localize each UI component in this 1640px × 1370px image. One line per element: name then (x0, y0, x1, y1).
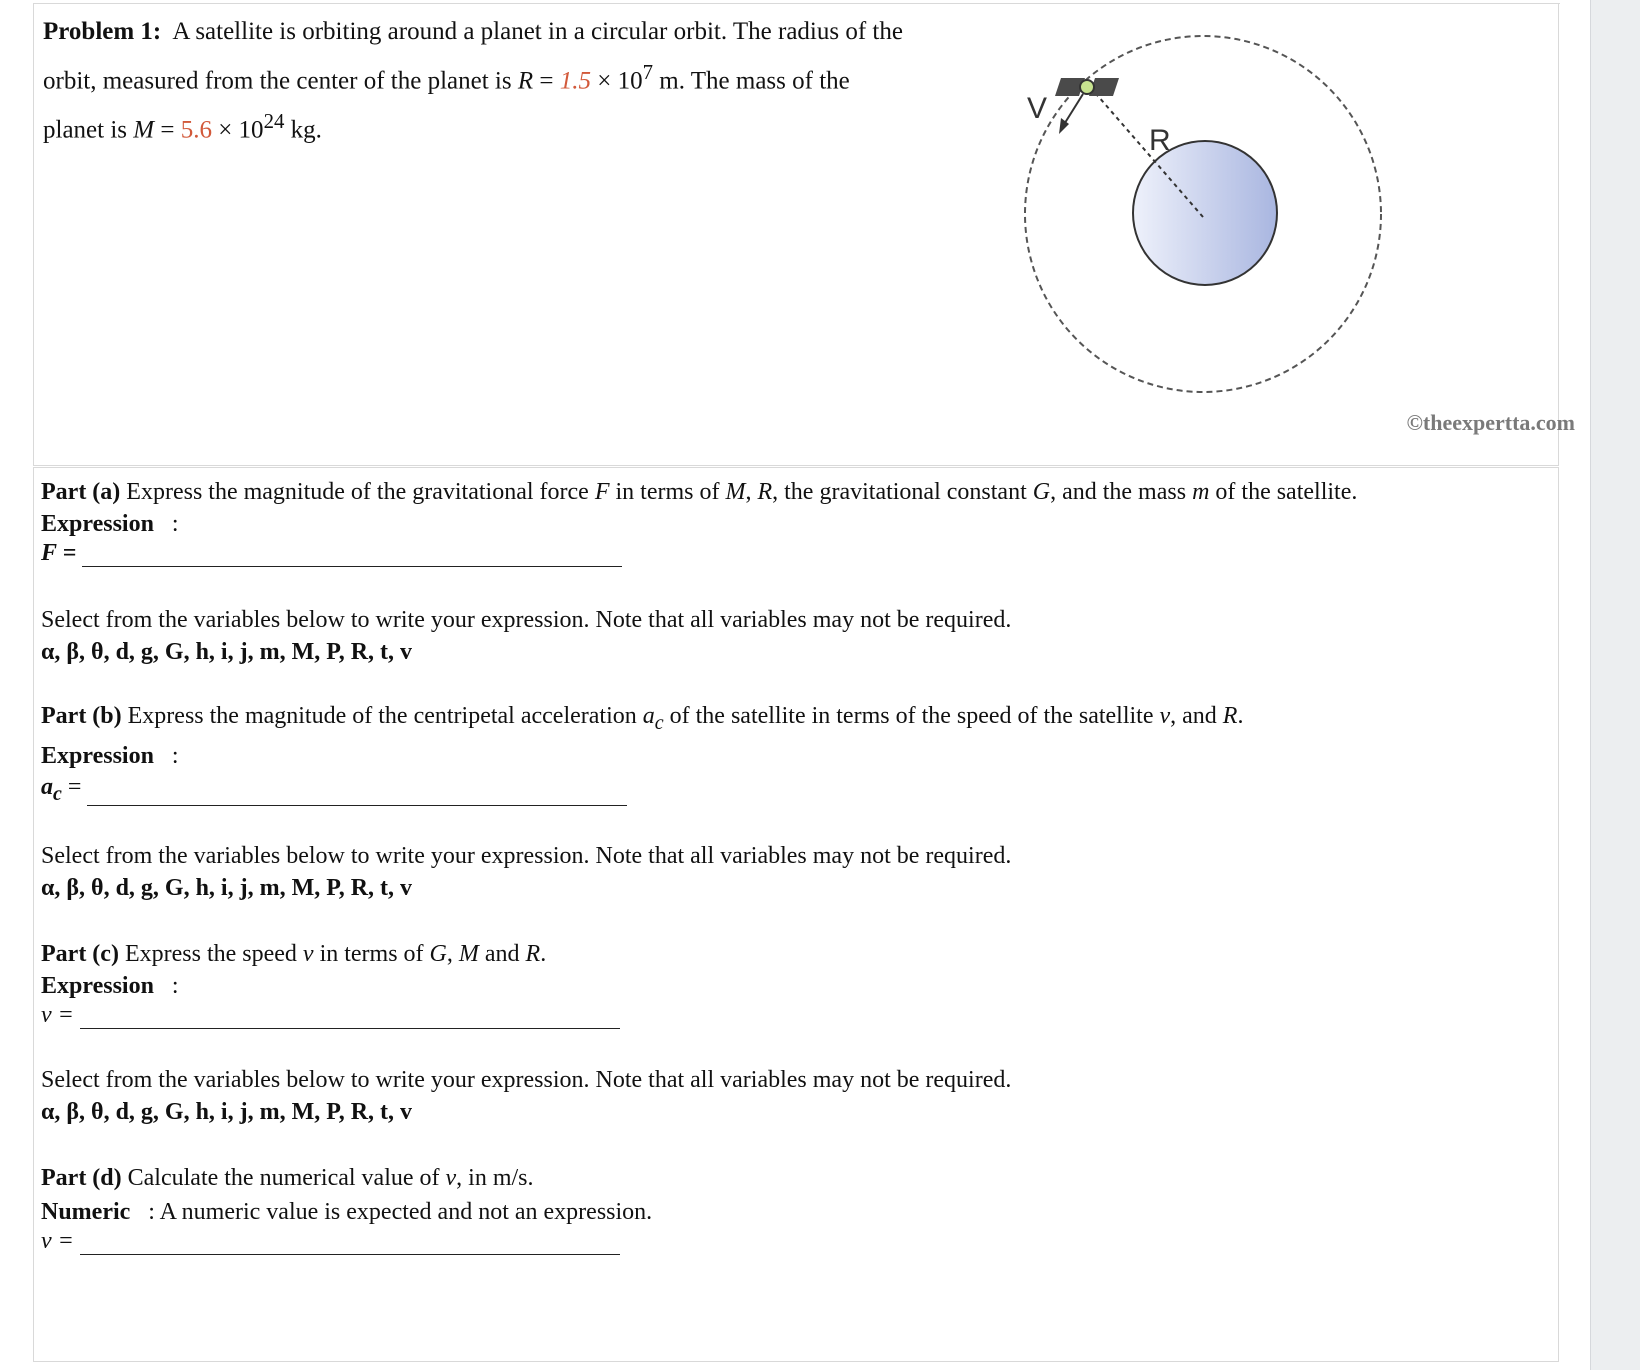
part-b-answer: $a_c$ = (41, 774, 627, 806)
page-scrollbar[interactable] (1590, 0, 1640, 1370)
variable-list: α, β, θ, d, g, G, h, i, j, m, M, P, R, t, v (41, 639, 413, 665)
problem-line-1: Problem 1: A satellite is orbiting around a planet in a circular orbit. The radius of the (43, 18, 903, 45)
part-a-variables: Select from the variables below to write your expression. Note that all variables may not be required. α, β, θ, d, g, G, h, i, j, m, M, P, R, t, v (41, 604, 1011, 668)
orbit-diagram (1015, 10, 1575, 450)
part-b-answer-field[interactable] (87, 779, 627, 806)
part-c-prompt: Part (c) Express the speed v in terms of G, M and R. (41, 941, 547, 967)
part-d-type: Numeric : A numeric value is expected and not an expression. (41, 1199, 653, 1225)
orbit-svg (1015, 10, 1575, 450)
part-c-answer-field[interactable] (80, 1002, 620, 1029)
satellite-icon (1055, 78, 1119, 96)
part-a-answer: F = (41, 540, 622, 567)
radius-label: R (1149, 124, 1171, 157)
part-a-answer-field[interactable] (82, 540, 622, 567)
part-b-variables: Select from the variables below to write your expression. Note that all variables may not be required. α, β, θ, d, g, G, h, i, j, m, M, P, R, t, v (41, 840, 1011, 904)
variable-list: α, β, θ, d, g, G, h, i, j, m, M, P, R, t, v (41, 1099, 413, 1125)
part-b-prompt: Part (b) Express the magnitude of the centripetal acceleration $a_c$ of the satellite in terms of the speed of the satellite v, and R. (41, 703, 1244, 734)
velocity-label: V (1027, 92, 1048, 125)
variable-list: α, β, θ, d, g, G, h, i, j, m, M, P, R, t, v (41, 875, 413, 901)
part-a-prompt: Part (a) Express the magnitude of the gravitational force F in terms of M, R, the gravitational constant G, and the mass m of the satellite. (41, 479, 1358, 505)
part-c-variables: Select from the variables below to write your expression. Note that all variables may not be required. α, β, θ, d, g, G, h, i, j, m, M, P, R, t, v (41, 1064, 1011, 1128)
part-b-type: Expression : (41, 743, 179, 769)
part-c-answer: v = (41, 1002, 620, 1029)
problem-line-3: planet is $M = 5.6 \times 10^{24}$ kg. (43, 109, 322, 144)
part-d-answer: v = (41, 1228, 620, 1255)
problem-line-2: orbit, measured from the center of the planet is $R = 1.5 \times 10^7$ m. The mass of the (43, 60, 850, 95)
velocity-arrow (1059, 94, 1083, 134)
problem-statement (43, 12, 943, 151)
problem-title: Problem 1: (43, 18, 162, 45)
copyright-credit: ©theexpertta.com (1406, 410, 1575, 435)
mass-value: 5.6 (180, 116, 212, 144)
radius-value: 1.5 (559, 67, 591, 95)
part-d-prompt: Part (d) Calculate the numerical value of v, in m/s. (41, 1165, 534, 1191)
part-d-answer-field[interactable] (80, 1228, 620, 1255)
part-c-type: Expression : (41, 973, 179, 999)
part-a-type: Expression : (41, 511, 179, 537)
